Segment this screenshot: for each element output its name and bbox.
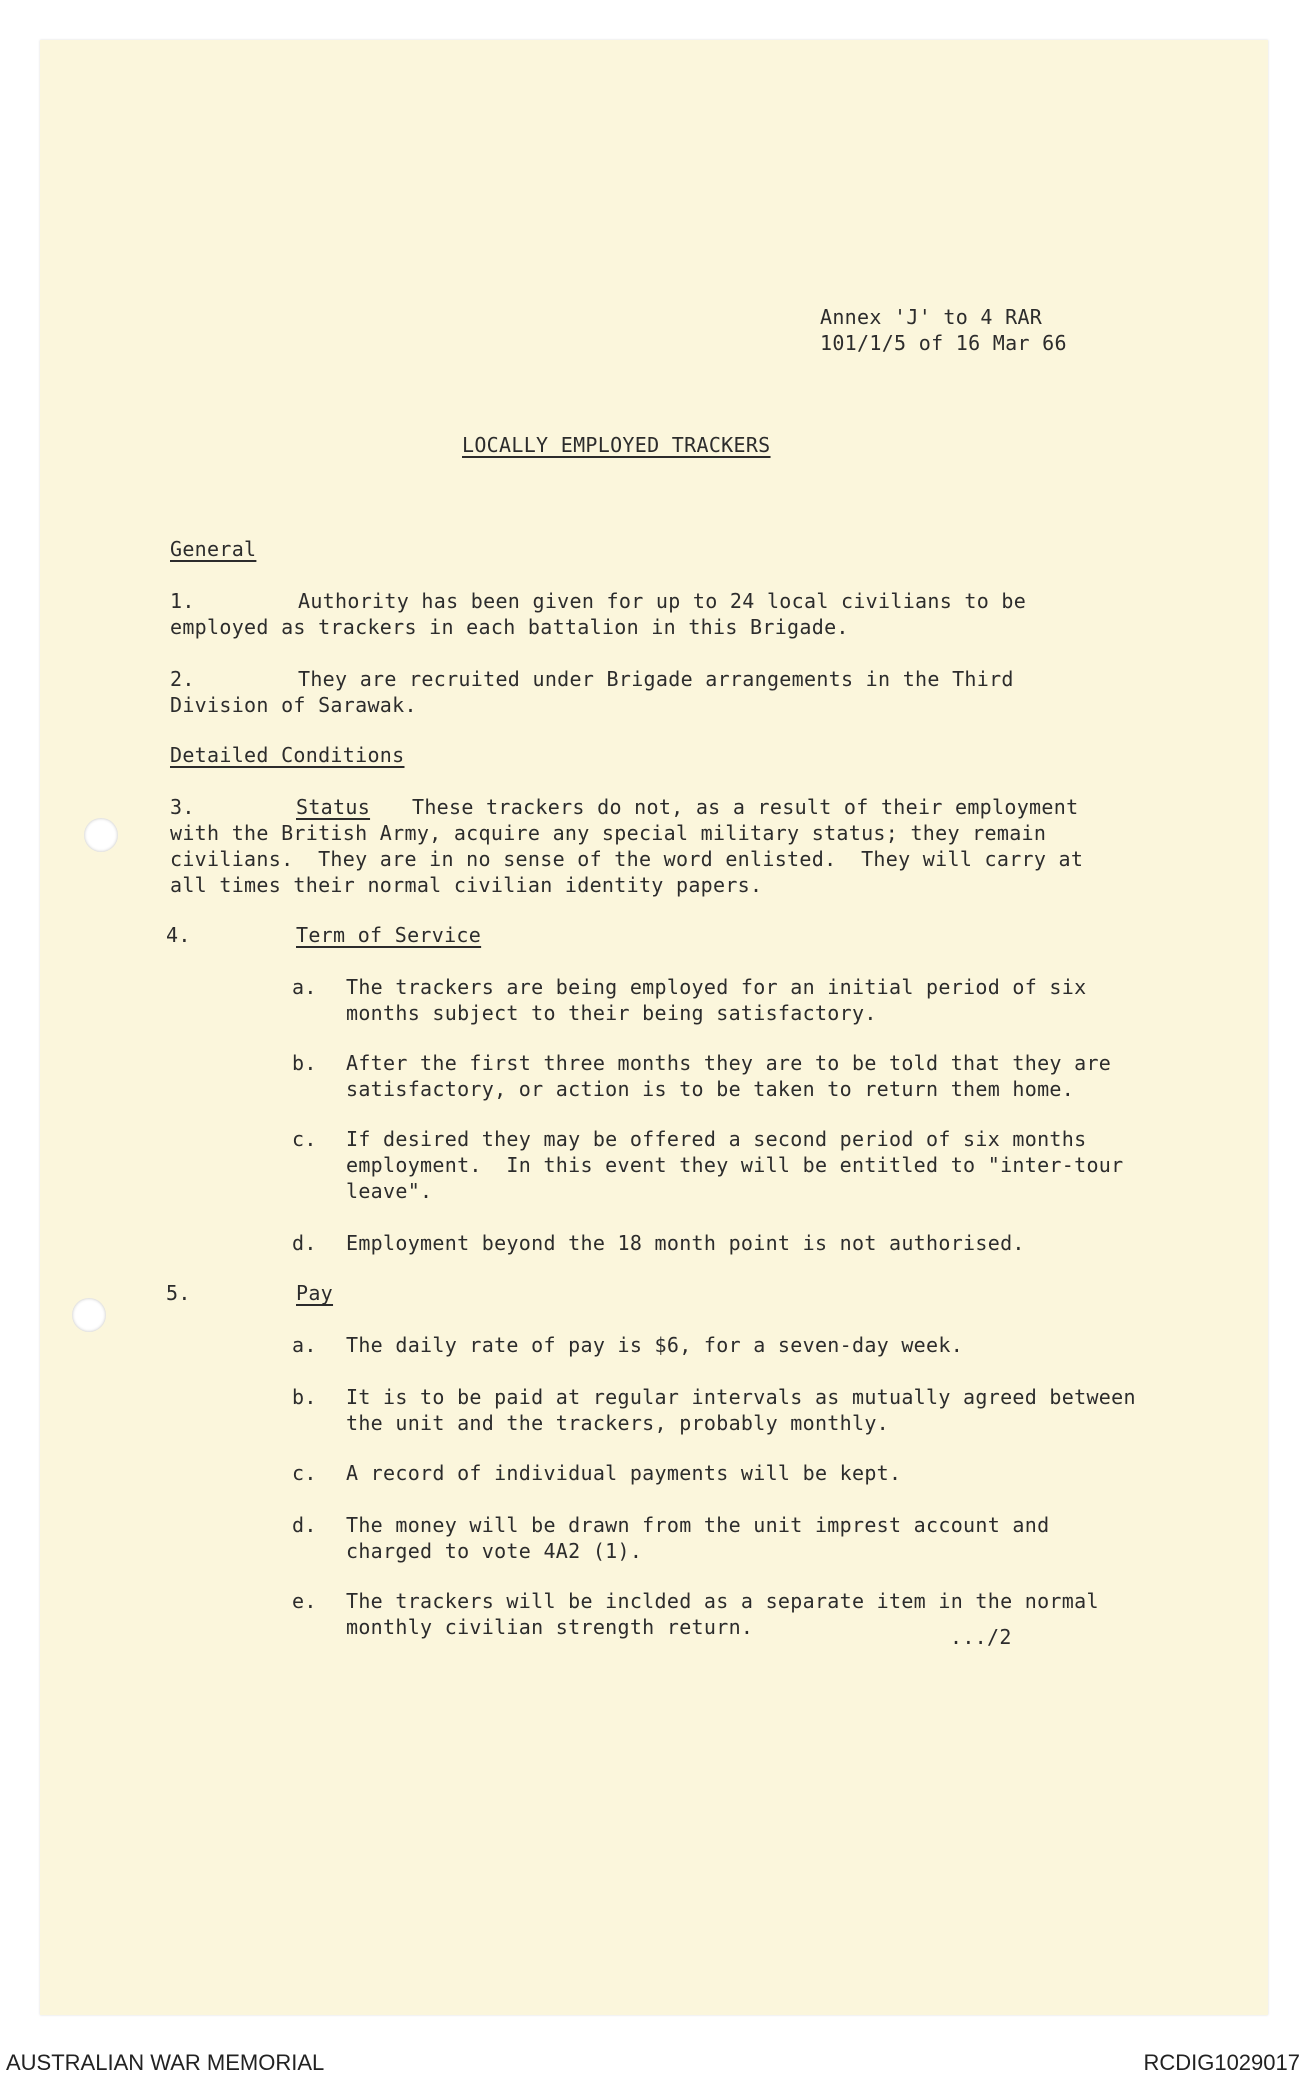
subpara-label: e. [292, 1589, 317, 1613]
para-number: 2. [170, 667, 195, 691]
para-3-line: all times their normal civilian identity papers. [170, 873, 763, 897]
pay-line: monthly civilian strength return. [346, 1615, 754, 1639]
punch-hole [72, 1298, 106, 1332]
term-line: If desired they may be offered a second period of six months [346, 1127, 1087, 1151]
para-3-line: civilians. They are in no sense of the word enlisted. They will carry at [170, 847, 1084, 871]
subpara-label: a. [292, 975, 317, 999]
para-3-heading: Status [296, 795, 371, 819]
footer-source: AUSTRALIAN WAR MEMORIAL [6, 2050, 325, 2075]
term-line: leave". [346, 1179, 433, 1203]
pay-line: The daily rate of pay is $6, for a seven-day week. [346, 1333, 964, 1357]
para-2-line: Division of Sarawak. [170, 693, 417, 717]
subpara-label: b. [292, 1051, 317, 1075]
para-number: 5. [166, 1281, 191, 1305]
subpara-label: d. [292, 1231, 317, 1255]
para-1-line: employed as trackers in each battalion in this Brigade. [170, 615, 849, 639]
term-line: Employment beyond the 18 month point is not authorised. [346, 1231, 1025, 1255]
term-line: The trackers are being employed for an initial period of six [346, 975, 1087, 999]
section-heading-detailed-conditions: Detailed Conditions [170, 743, 405, 767]
pay-line: The money will be drawn from the unit imprest account and [346, 1513, 1050, 1537]
pay-line: The trackers will be inclded as a separate item in the normal [346, 1589, 1099, 1613]
continuation-marker: .../2 [950, 1625, 1012, 1649]
para-3-line: with the British Army, acquire any special military status; they remain [170, 821, 1047, 845]
para-3-line: These trackers do not, as a result of their employment [412, 795, 1079, 819]
term-line: employment. In this event they will be entitled to "inter-tour [346, 1153, 1124, 1177]
para-5-heading: Pay [296, 1281, 334, 1305]
subpara-label: c. [292, 1461, 317, 1485]
document-title: LOCALLY EMPLOYED TRACKERS [462, 433, 771, 457]
annex-reference-line1: Annex 'J' to 4 RAR [820, 305, 1043, 329]
para-4-heading: Term of Service [296, 923, 482, 947]
subpara-label: b. [292, 1385, 317, 1409]
pay-line: A record of individual payments will be kept. [346, 1461, 902, 1485]
para-2-line: They are recruited under Brigade arrangements in the Third [298, 667, 1014, 691]
pay-line: charged to vote 4A2 (1). [346, 1539, 643, 1563]
para-number: 3. [170, 795, 195, 819]
section-heading-general: General [170, 537, 257, 561]
pay-line: It is to be paid at regular intervals as mutually agreed between [346, 1385, 1136, 1409]
subpara-label: d. [292, 1513, 317, 1537]
document-page [40, 40, 1268, 2015]
subpara-label: c. [292, 1127, 317, 1151]
punch-hole [84, 818, 118, 852]
term-line: satisfactory, or action is to be taken to return them home. [346, 1077, 1075, 1101]
annex-reference-line2: 101/1/5 of 16 Mar 66 [820, 331, 1067, 355]
para-number: 4. [166, 923, 191, 947]
term-line: After the first three months they are to be told that they are [346, 1051, 1112, 1075]
pay-line: the unit and the trackers, probably monthly. [346, 1411, 890, 1435]
para-number: 1. [170, 589, 195, 613]
subpara-label: a. [292, 1333, 317, 1357]
term-line: months subject to their being satisfactory. [346, 1001, 877, 1025]
footer-record-id: RCDIG1029017 [1143, 2050, 1300, 2075]
para-1-line: Authority has been given for up to 24 local civilians to be [298, 589, 1027, 613]
